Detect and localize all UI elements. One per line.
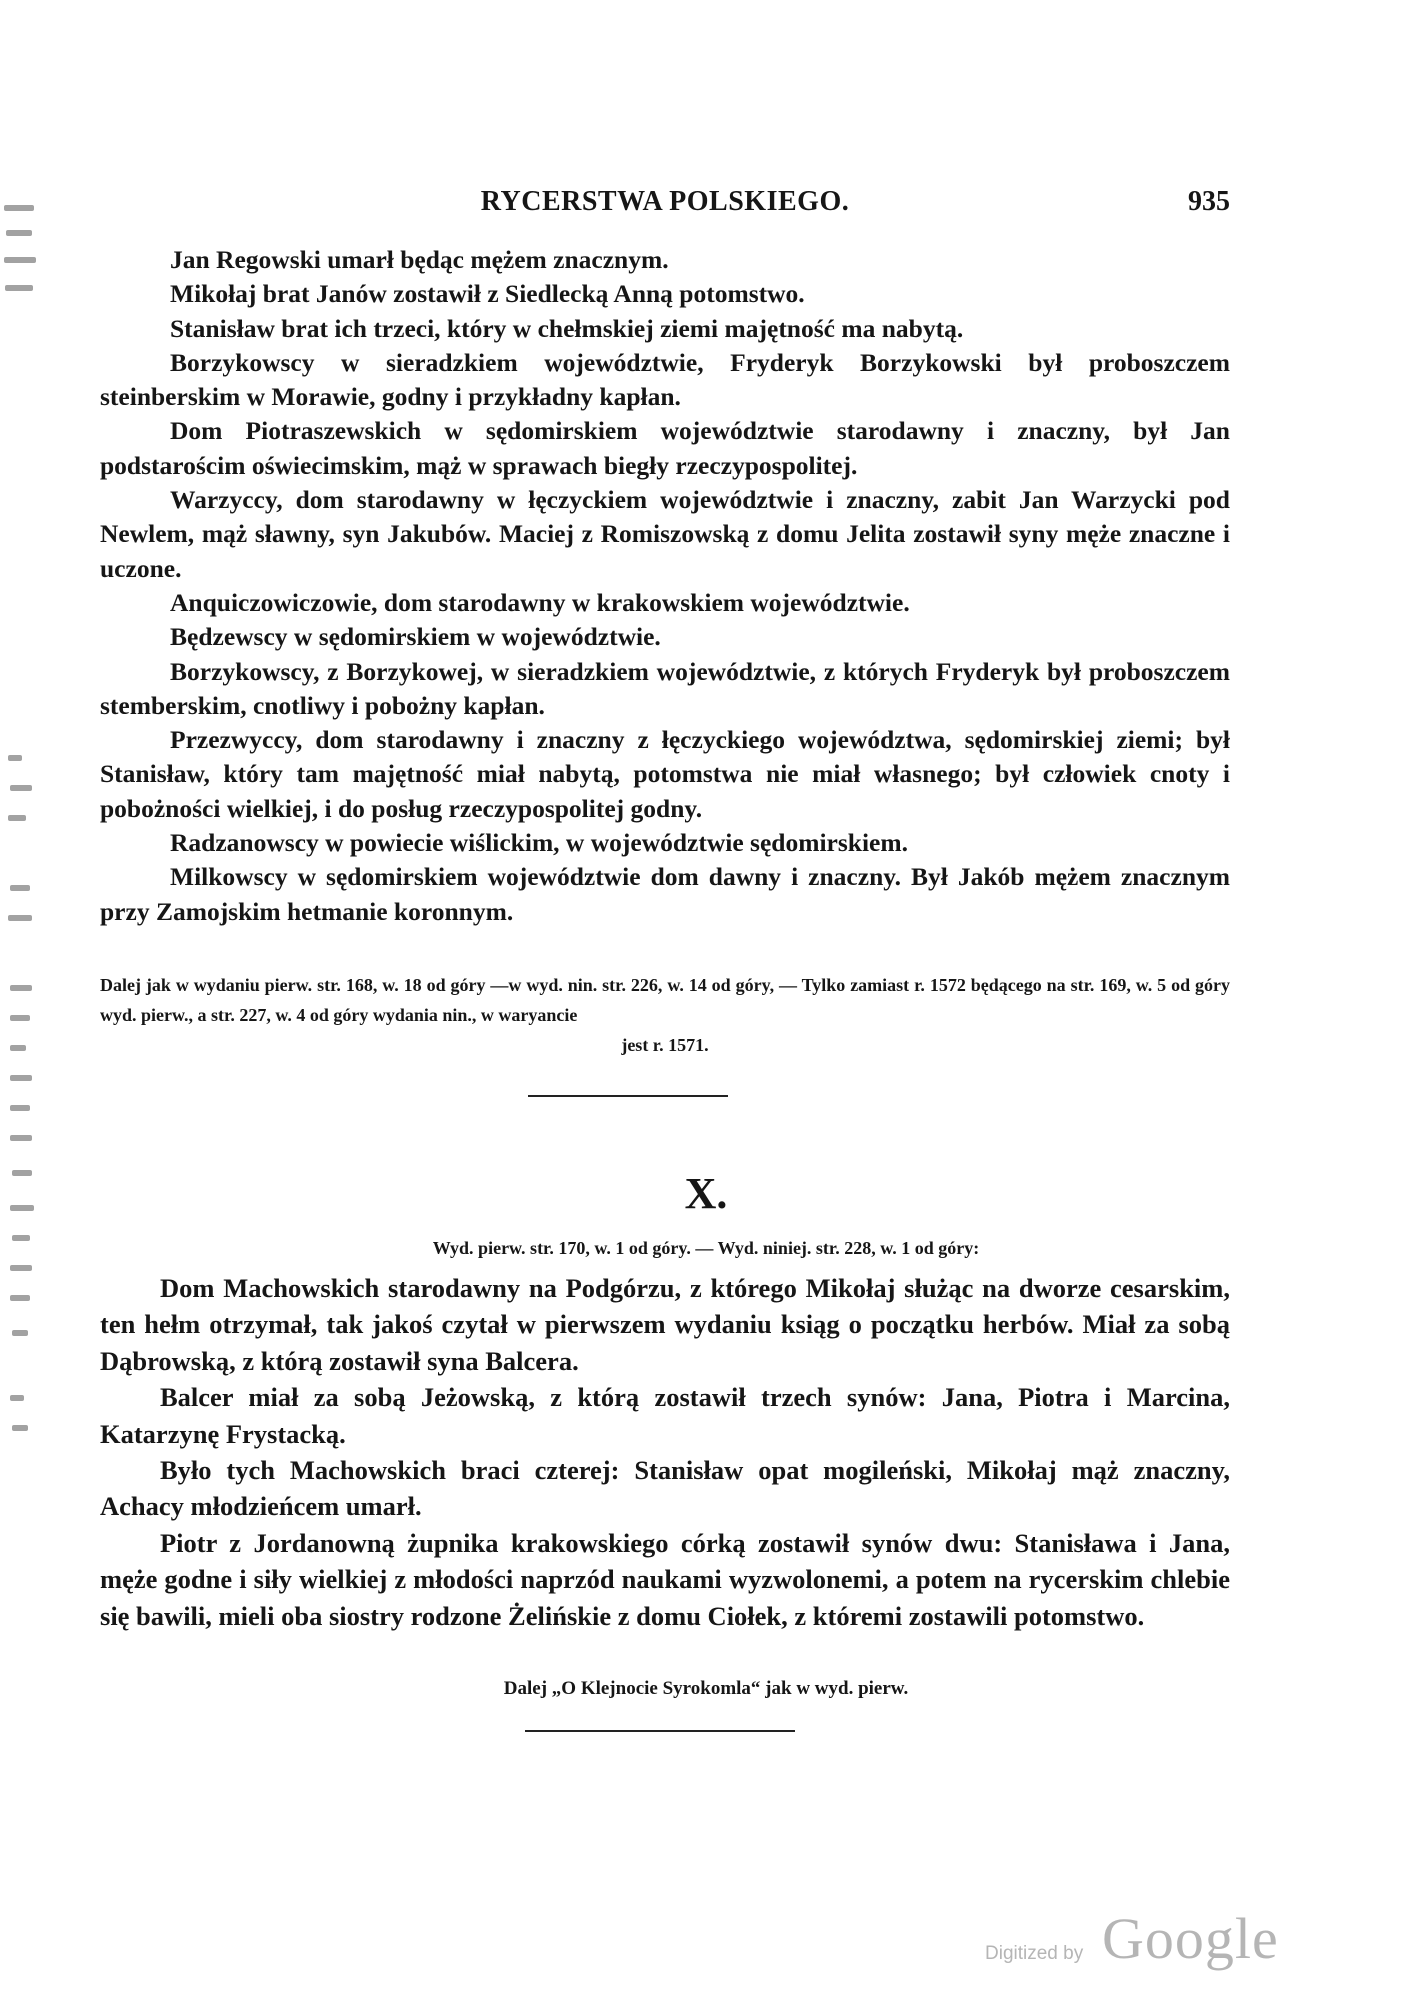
paragraph: Borzykowscy w sieradzkiem województwie, Fryderyk Borzykowski był proboszczem steinberskim w Morawie, godny i przykładny kapłan. [100,347,1230,412]
paragraph: Radzanowscy w powiecie wiślickim, w województwie sędomirskiem. [170,828,908,858]
paragraph: Było tych Machowskich braci czterej: Stanisław opat mogileński, Mikołaj mąż znaczny, Achacy młodzieńcem umarł. [100,1455,1230,1522]
editorial-note [100,970,1230,1060]
paragraph: Stanisław brat ich trzeci, który w chełmskiej ziemi majętność ma nabytą. [170,313,964,343]
paragraph: Przezwyccy, dom starodawny i znaczny z łęczyckiego województwa, sędomirskiej ziemi; był Stanisław, który tam majętność miał nabytą, potomstwa nie miał własnego; był człowiek cnoty i pobożności wielkiej, i do posług rzeczypospolitej godny. [100,725,1230,823]
running-head: RYCERSTWA POLSKIEGO. [480,186,850,217]
paragraph: Będzewscy w sędomirskiem w województwie. [170,622,661,652]
closing-note: Dalej „O Klejnocie Syrokomla“ jak w wyd. pierw. [503,1678,909,1699]
paragraph: Milkowscy w sędomirskiem województwie dom dawny i znaczny. Był Jakób mężem znacznym przy Zamojskim hetmanie koronnym. [100,862,1230,926]
margin-bleed-marks [0,195,56,1645]
paragraph: Dom Machowskich starodawny na Podgórzu, z którego Mikołaj służąc na dworze cesarskim, ten hełm otrzymał, tak jakoś czytał w pierwszem wydaniu ksiąg o początku herbów. Miał za sobą Dąbrowską, z którą zostawił syna Balcera. [100,1273,1230,1376]
divider-rule-bottom [525,1730,795,1732]
main-text-part2 [100,1270,1230,1634]
paragraph: Jan Regowski umarł będąc mężem znacznym. [170,245,669,274]
paragraph: Borzykowscy, z Borzykowej, w sieradzkiem województwie, z których Fryderyk był proboszczem stemberskim, cnotliwy i pobożny kapłan. [100,656,1230,720]
google-logo-text: Google [1102,1906,1279,1971]
edition-reference: Wyd. pierw. str. 170, w. 1 od góry. — Wyd. niniej. str. 228, w. 1 od góry: [432,1238,980,1258]
note-last-line: jest r. 1571. [621,1035,709,1055]
paragraph: Balcer miał za sobą Jeżowską, z którą zostawił trzech synów: Jana, Piotra i Marcina, Katarzynę Frystacką. [100,1382,1230,1449]
divider-rule [528,1095,728,1097]
paragraph: Warzyccy, dom starodawny w łęczyckiem województwie i znaczny, zabit Jan Warzycki pod Newlem, mąż sławny, syn Jakubów. Maciej z Romiszowską z domu Jelita zostawił syny męże znaczne i uczone. [100,485,1230,583]
paragraph: Anquiczowiczowie, dom starodawny w krakowskiem województwie. [170,587,910,617]
paragraph: Piotr z Jordanowną żupnika krakowskiego córką zostawił synów dwu: Stanisława i Jana, męże godne i siły wielkiej z młodości naprzód naukami wyzwolonemi, a potem na rycerskim chlebie się bawili, mieli oba siostry rodzone Żelińskie z domu Ciołek, z któremi zostawili potomstwo. [100,1527,1230,1631]
paragraph: Mikołaj brat Janów zostawił z Siedlecką Anną potomstwo. [170,279,805,309]
section-numeral: X. [684,1169,728,1218]
paragraph: Dom Piotraszewskich w sędomirskiem województwie starodawny i znaczny, był Jan podstarościm oświecimskim, mąż w sprawach biegły rzeczypospolitej. [100,416,1230,480]
note-text: Dalej jak w wydaniu pierw. str. 168, w. 18 od góry —w wyd. nin. str. 226, w. 14 od góry, — Tylko zamiast r. 1572 będącego na str. 169, w. 5 od góry wyd. pierw., a str. 227, w. 4 od góry wydania nin., w waryancie [100,975,1230,1025]
page-number: 935 [1188,186,1230,217]
page-header [100,186,1230,226]
main-text-part1 [100,243,1230,929]
digitized-watermark [985,1905,1285,1975]
digitized-by-text: Digitized by [985,1943,1084,1964]
